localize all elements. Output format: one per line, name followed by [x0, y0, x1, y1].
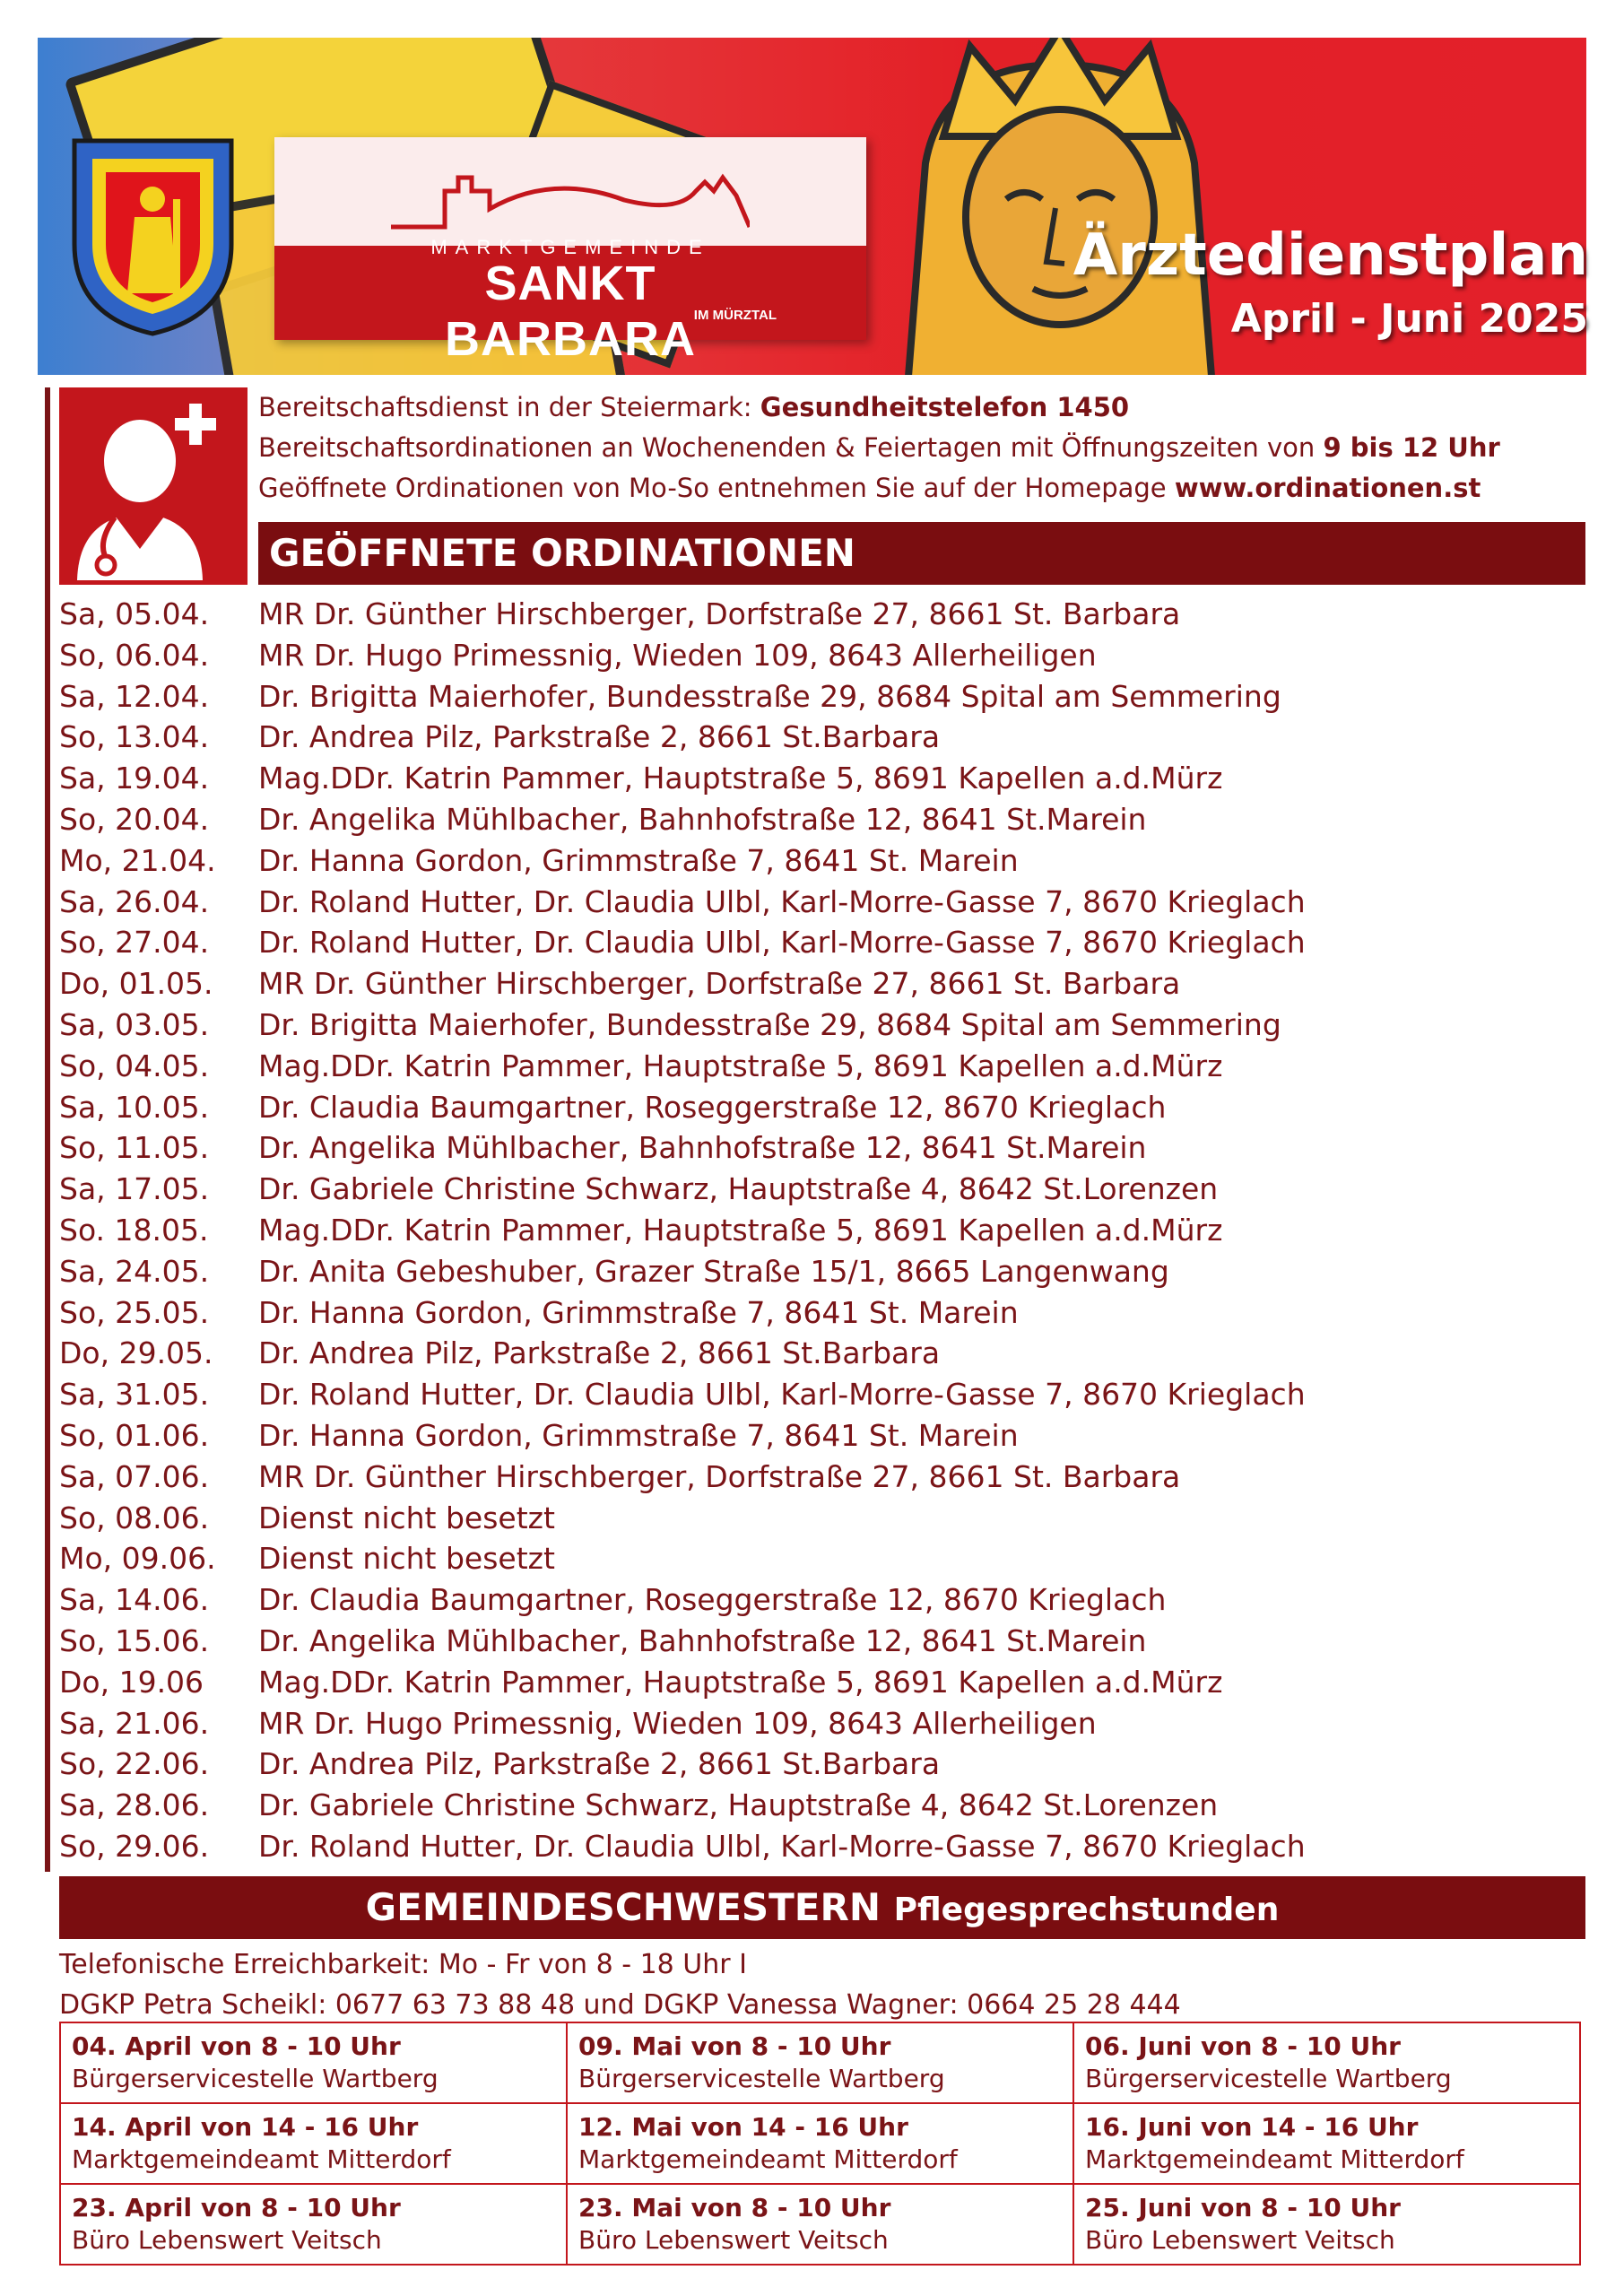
schedule-date: Mo, 21.04.	[59, 842, 216, 878]
grid-row	[60, 2022, 1580, 2103]
consultation-location: Büro Lebenswert Veitsch	[578, 2225, 889, 2255]
saint-barbara-illustration	[872, 38, 1248, 375]
schedule-row	[59, 717, 1584, 758]
homepage-link[interactable]: www.ordinationen.st	[1174, 473, 1481, 503]
grid-cell	[567, 2103, 1073, 2184]
consultation-location: Marktgemeindeamt Mitterdorf	[1085, 2144, 1464, 2174]
schedule-entry: Dr. Brigitta Maierhofer, Bundesstraße 29, 8684 Spital am Semmering	[258, 1006, 1281, 1042]
consultation-time: 16. Juni von 14 - 16 Uhr	[1085, 2112, 1419, 2142]
schedule-row	[59, 1744, 1584, 1785]
consultation-time: 14. April von 14 - 16 Uhr	[72, 2112, 419, 2142]
schedule-row	[59, 1169, 1584, 1210]
schedule-date: So, 01.06.	[59, 1417, 210, 1453]
schedule-entry: Mag.DDr. Katrin Pammer, Hauptstraße 5, 8691 Kapellen a.d.Mürz	[258, 1212, 1223, 1248]
consultation-time: 23. Mai von 8 - 10 Uhr	[578, 2193, 891, 2222]
coat-of-arms-icon	[70, 136, 236, 338]
logo-name: SANKT BARBARA	[445, 257, 696, 366]
schedule-row	[59, 1210, 1584, 1251]
schedule-date: Sa, 26.04.	[59, 883, 210, 919]
grid-cell	[1073, 2184, 1580, 2265]
schedule-row	[59, 922, 1584, 963]
schedule-row	[59, 1004, 1584, 1046]
castle-silhouette-icon	[391, 164, 750, 236]
consultation-time: 04. April von 8 - 10 Uhr	[72, 2031, 401, 2061]
nurse-title: GEMEINDESCHWESTERN	[365, 1885, 881, 1929]
schedule-entry: Mag.DDr. Katrin Pammer, Hauptstraße 5, 8691 Kapellen a.d.Mürz	[258, 1664, 1223, 1700]
consultation-time: 12. Mai von 14 - 16 Uhr	[578, 2112, 908, 2142]
schedule-date: So, 29.06.	[59, 1828, 210, 1864]
schedule-entry: MR Dr. Günther Hirschberger, Dorfstraße 27, 8661 St. Barbara	[258, 1458, 1181, 1494]
schedule-entry: MR Dr. Günther Hirschberger, Dorfstraße 27, 8661 St. Barbara	[258, 596, 1181, 631]
schedule-date: Sa, 19.04.	[59, 761, 210, 796]
schedule-row	[59, 840, 1584, 882]
schedule-entry: Dr. Andrea Pilz, Parkstraße 2, 8661 St.Barbara	[258, 1335, 941, 1371]
schedule-row	[59, 1621, 1584, 1662]
schedule-date: So, 22.06.	[59, 1746, 210, 1782]
logo-top-line: MARKTGEMEINDE	[430, 236, 710, 258]
municipality-logo	[274, 137, 866, 366]
doctor-icon	[59, 387, 248, 585]
schedule-entry: Dr. Anita Gebeshuber, Grazer Straße 15/1, 8665 Langenwang	[258, 1253, 1169, 1289]
schedule-date: So, 25.05.	[59, 1294, 210, 1330]
schedule-entry: Dr. Hanna Gordon, Grimmstraße 7, 8641 St. Marein	[258, 1417, 1019, 1453]
schedule-row	[59, 1826, 1584, 1867]
grid-cell	[1073, 2103, 1580, 2184]
info-line-homepage: Geöffnete Ordinationen von Mo-So entnehmen Sie auf der Homepage www.ordinationen.st	[258, 473, 1481, 503]
schedule-row	[59, 758, 1584, 799]
schedule-entry: Dienst nicht besetzt	[258, 1500, 555, 1535]
schedule-row	[59, 1374, 1584, 1415]
schedule-entry: MR Dr. Hugo Primessnig, Wieden 109, 8643 Allerheiligen	[258, 637, 1097, 673]
schedule-entry: Dr. Claudia Baumgartner, Roseggerstraße 12, 8670 Krieglach	[258, 1582, 1167, 1618]
schedule-entry: Dr. Brigitta Maierhofer, Bundesstraße 29, 8684 Spital am Semmering	[258, 678, 1281, 714]
schedule-date: So, 13.04.	[59, 719, 210, 755]
schedule-row	[59, 882, 1584, 923]
schedule-entry: Dr. Roland Hutter, Dr. Claudia Ulbl, Karl-Morre-Gasse 7, 8670 Krieglach	[258, 925, 1306, 961]
schedule-date: Sa, 21.06.	[59, 1705, 210, 1741]
logo-subline: IM MÜRZTAL	[693, 308, 777, 323]
schedule-date: So, 11.05.	[59, 1130, 210, 1166]
schedule-row	[59, 1046, 1584, 1087]
grid-cell	[60, 2022, 567, 2103]
schedule-entry: Dr. Gabriele Christine Schwarz, Hauptstraße 4, 8642 St.Lorenzen	[258, 1787, 1219, 1823]
contacts-text: DGKP Petra Scheikl: 0677 63 73 88 48 und DGKP Vanessa Wagner: 0664 25 28 444	[59, 1989, 1181, 2021]
grid-cell	[60, 2184, 567, 2265]
schedule-row	[59, 676, 1584, 718]
schedule-row	[59, 1703, 1584, 1744]
schedule-date: Sa, 14.06.	[59, 1582, 210, 1618]
schedule-list	[59, 594, 1584, 1867]
schedule-row	[59, 1538, 1584, 1579]
consultation-location: Büro Lebenswert Veitsch	[72, 2225, 382, 2255]
schedule-row	[59, 1251, 1584, 1292]
schedule-entry: Dr. Angelika Mühlbacher, Bahnhofstraße 12, 8641 St.Marein	[258, 1130, 1147, 1166]
consultation-time: 06. Juni von 8 - 10 Uhr	[1085, 2031, 1401, 2061]
grid-cell	[1073, 2022, 1580, 2103]
schedule-entry: MR Dr. Hugo Primessnig, Wieden 109, 8643 Allerheiligen	[258, 1705, 1097, 1741]
schedule-row	[59, 1579, 1584, 1621]
nurse-contact-info	[59, 1944, 1584, 2025]
schedule-row	[59, 594, 1584, 635]
schedule-date: Sa, 07.06.	[59, 1458, 210, 1494]
consultation-location: Büro Lebenswert Veitsch	[1085, 2225, 1395, 2255]
schedule-row	[59, 1662, 1584, 1703]
grid-cell	[567, 2184, 1073, 2265]
schedule-entry: Mag.DDr. Katrin Pammer, Hauptstraße 5, 8691 Kapellen a.d.Mürz	[258, 1048, 1223, 1083]
consultation-location: Bürgerservicestelle Wartberg	[72, 2064, 439, 2093]
consultation-location: Bürgerservicestelle Wartberg	[578, 2064, 945, 2093]
schedule-row	[59, 1457, 1584, 1498]
schedule-entry: Dr. Hanna Gordon, Grimmstraße 7, 8641 St. Marein	[258, 1294, 1019, 1330]
schedule-entry: Dienst nicht besetzt	[258, 1541, 555, 1577]
schedule-row	[59, 1415, 1584, 1457]
schedule-row	[59, 963, 1584, 1004]
doctor-pictogram	[59, 387, 248, 585]
hotline: Gesundheitstelefon 1450	[760, 392, 1130, 422]
consultation-grid	[59, 2022, 1581, 2266]
schedule-date: So, 04.05.	[59, 1048, 210, 1083]
schedule-entry: Dr. Andrea Pilz, Parkstraße 2, 8661 St.Barbara	[258, 719, 941, 755]
opening-hours: 9 bis 12 Uhr	[1323, 432, 1500, 463]
schedule-date: So, 15.06.	[59, 1622, 210, 1658]
schedule-entry: Dr. Hanna Gordon, Grimmstraße 7, 8641 St. Marein	[258, 842, 1019, 878]
schedule-row	[59, 799, 1584, 840]
schedule-row	[59, 635, 1584, 676]
info-line-hotline: Bereitschaftsdienst in der Steiermark: Gesundheitstelefon 1450	[258, 392, 1130, 422]
consultation-location: Bürgerservicestelle Wartberg	[1085, 2064, 1452, 2093]
schedule-date: Do, 29.05.	[59, 1335, 213, 1371]
schedule-entry: Dr. Roland Hutter, Dr. Claudia Ulbl, Karl-Morre-Gasse 7, 8670 Krieglach	[258, 1377, 1306, 1413]
page-title: Ärztedienstplan	[1073, 222, 1588, 289]
schedule-date: So. 18.05.	[59, 1212, 209, 1248]
schedule-entry: Dr. Roland Hutter, Dr. Claudia Ulbl, Karl-Morre-Gasse 7, 8670 Krieglach	[258, 883, 1306, 919]
schedule-date: So, 08.06.	[59, 1500, 210, 1535]
schedule-row	[59, 1498, 1584, 1539]
schedule-row	[59, 1333, 1584, 1374]
schedule-date: Sa, 24.05.	[59, 1253, 210, 1289]
schedule-date: Sa, 31.05.	[59, 1377, 210, 1413]
consultation-location: Marktgemeindeamt Mitterdorf	[72, 2144, 451, 2174]
consultation-location: Marktgemeindeamt Mitterdorf	[578, 2144, 958, 2174]
schedule-entry: Dr. Andrea Pilz, Parkstraße 2, 8661 St.Barbara	[258, 1746, 941, 1782]
schedule-row	[59, 1127, 1584, 1169]
info-text	[258, 387, 1585, 509]
schedule-date: Do, 19.06	[59, 1664, 204, 1700]
schedule-entry: Dr. Gabriele Christine Schwarz, Hauptstraße 4, 8642 St.Lorenzen	[258, 1171, 1219, 1207]
schedule-row	[59, 1785, 1584, 1826]
page-subtitle: April - Juni 2025	[1230, 296, 1588, 342]
consultation-time: 25. Juni von 8 - 10 Uhr	[1085, 2193, 1401, 2222]
schedule-entry: Dr. Angelika Mühlbacher, Bahnhofstraße 12, 8641 St.Marein	[258, 801, 1147, 837]
schedule-date: So, 27.04.	[59, 925, 210, 961]
nurse-title-small: Pflegesprechstunden	[893, 1892, 1280, 1928]
schedule-entry: MR Dr. Günther Hirschberger, Dorfstraße 27, 8661 St. Barbara	[258, 966, 1181, 1002]
schedule-row	[59, 1087, 1584, 1128]
schedule-entry: Dr. Roland Hutter, Dr. Claudia Ulbl, Karl-Morre-Gasse 7, 8670 Krieglach	[258, 1828, 1306, 1864]
schedule-entry: Dr. Claudia Baumgartner, Roseggerstraße 12, 8670 Krieglach	[258, 1089, 1167, 1125]
schedule-date: Sa, 03.05.	[59, 1006, 210, 1042]
schedule-date: Sa, 28.06.	[59, 1787, 210, 1823]
schedule-date: Sa, 10.05.	[59, 1089, 210, 1125]
reachability-text: Telefonische Erreichbarkeit: Mo - Fr von 8 - 18 Uhr I	[59, 1949, 747, 1980]
grid-row	[60, 2184, 1580, 2265]
schedule-row	[59, 1292, 1584, 1334]
section-title-nurses	[59, 1876, 1585, 1939]
schedule-entry: Mag.DDr. Katrin Pammer, Hauptstraße 5, 8691 Kapellen a.d.Mürz	[258, 761, 1223, 796]
section-title-open-ordinations: GEÖFFNETE ORDINATIONEN	[258, 522, 1585, 585]
schedule-date: Sa, 12.04.	[59, 678, 210, 714]
left-divider	[45, 387, 50, 1872]
grid-cell	[60, 2103, 567, 2184]
consultation-time: 23. April von 8 - 10 Uhr	[72, 2193, 401, 2222]
grid-row	[60, 2103, 1580, 2184]
schedule-date: Sa, 05.04.	[59, 596, 210, 631]
grid-cell	[567, 2022, 1073, 2103]
schedule-date: Mo, 09.06.	[59, 1541, 216, 1577]
schedule-date: Sa, 17.05.	[59, 1171, 210, 1207]
schedule-date: So, 20.04.	[59, 801, 210, 837]
info-line-hours: Bereitschaftsordinationen an Wochenenden & Feiertagen mit Öffnungszeiten von 9 bis 12 Uhr	[258, 432, 1500, 463]
schedule-date: So, 06.04.	[59, 637, 210, 673]
consultation-time: 09. Mai von 8 - 10 Uhr	[578, 2031, 891, 2061]
schedule-date: Do, 01.05.	[59, 966, 213, 1002]
schedule-entry: Dr. Angelika Mühlbacher, Bahnhofstraße 12, 8641 St.Marein	[258, 1622, 1147, 1658]
